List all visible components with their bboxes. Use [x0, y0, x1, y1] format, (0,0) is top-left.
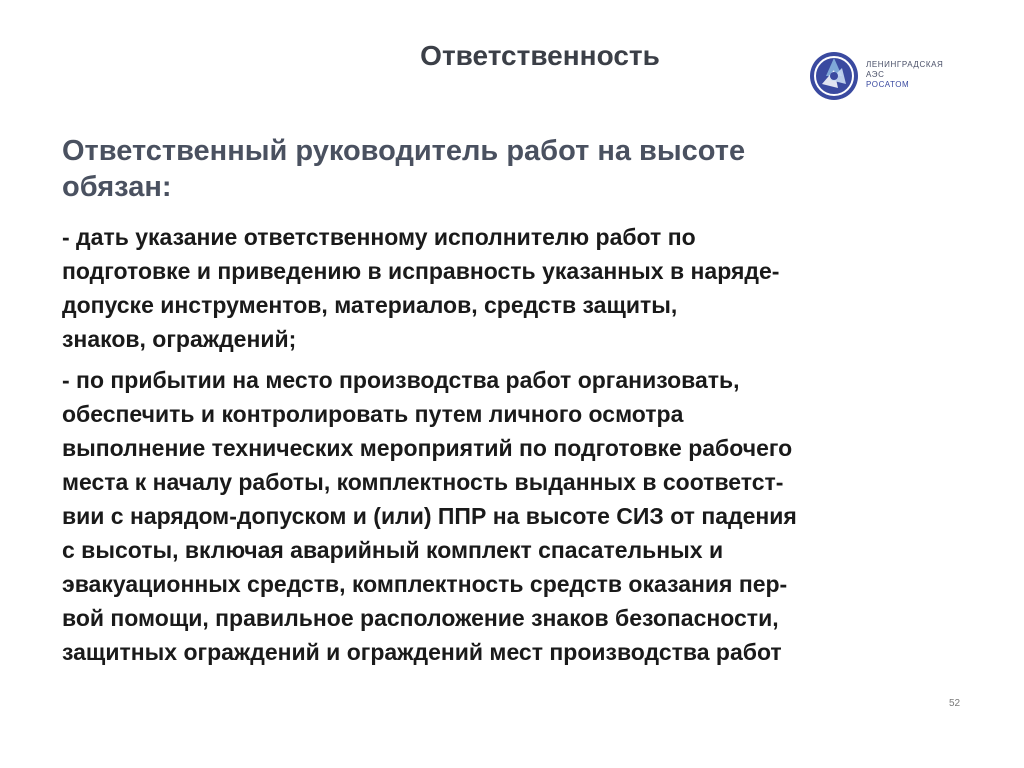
paragraph-line: с высоты, включая аварийный комплект спасательных и	[62, 537, 724, 563]
logo-line-3: РОСАТОМ	[866, 80, 910, 89]
duty-paragraph-1	[62, 220, 982, 356]
paragraph-line: знаков, ограждений;	[62, 326, 297, 352]
paragraph-line: места к началу работы, комплектность выданных в соответст-	[62, 469, 784, 495]
paragraph-line: вии с нарядом-допуском и (или) ППР на высоте СИЗ от падения	[62, 503, 797, 529]
paragraph-line: подготовке и приведению в исправность указанных в наряде-	[62, 258, 780, 284]
slide-subtitle	[62, 133, 962, 205]
rosatom-logo-icon	[808, 50, 860, 102]
paragraph-line: вой помощи, правильное расположение знаков безопасности,	[62, 605, 779, 631]
logo-text	[866, 60, 943, 90]
paragraph-line: - дать указание ответственному исполнителю работ по	[62, 224, 696, 250]
page-number: 52	[949, 698, 961, 709]
company-logo	[808, 50, 978, 102]
logo-line-1: ЛЕНИНГРАДСКАЯ	[866, 60, 944, 69]
paragraph-line: защитных ограждений и ограждений мест производства работ	[62, 639, 782, 665]
subtitle-line: обязан:	[62, 171, 172, 203]
logo-line-2: АЭС	[866, 70, 885, 79]
paragraph-line: обеспечить и контролировать путем личного осмотра	[62, 401, 684, 427]
paragraph-line: допуске инструментов, материалов, средств защиты,	[62, 292, 678, 318]
subtitle-line: Ответственный руководитель работ на высоте	[62, 135, 746, 167]
paragraph-line: выполнение технических мероприятий по подготовке рабочего	[62, 435, 793, 461]
duty-paragraph-2	[62, 363, 982, 669]
slide-title: Ответственность	[420, 40, 660, 71]
paragraph-line: - по прибытии на место производства работ организовать,	[62, 367, 740, 393]
paragraph-line: эвакуационных средств, комплектность средств оказания пер-	[62, 571, 788, 597]
